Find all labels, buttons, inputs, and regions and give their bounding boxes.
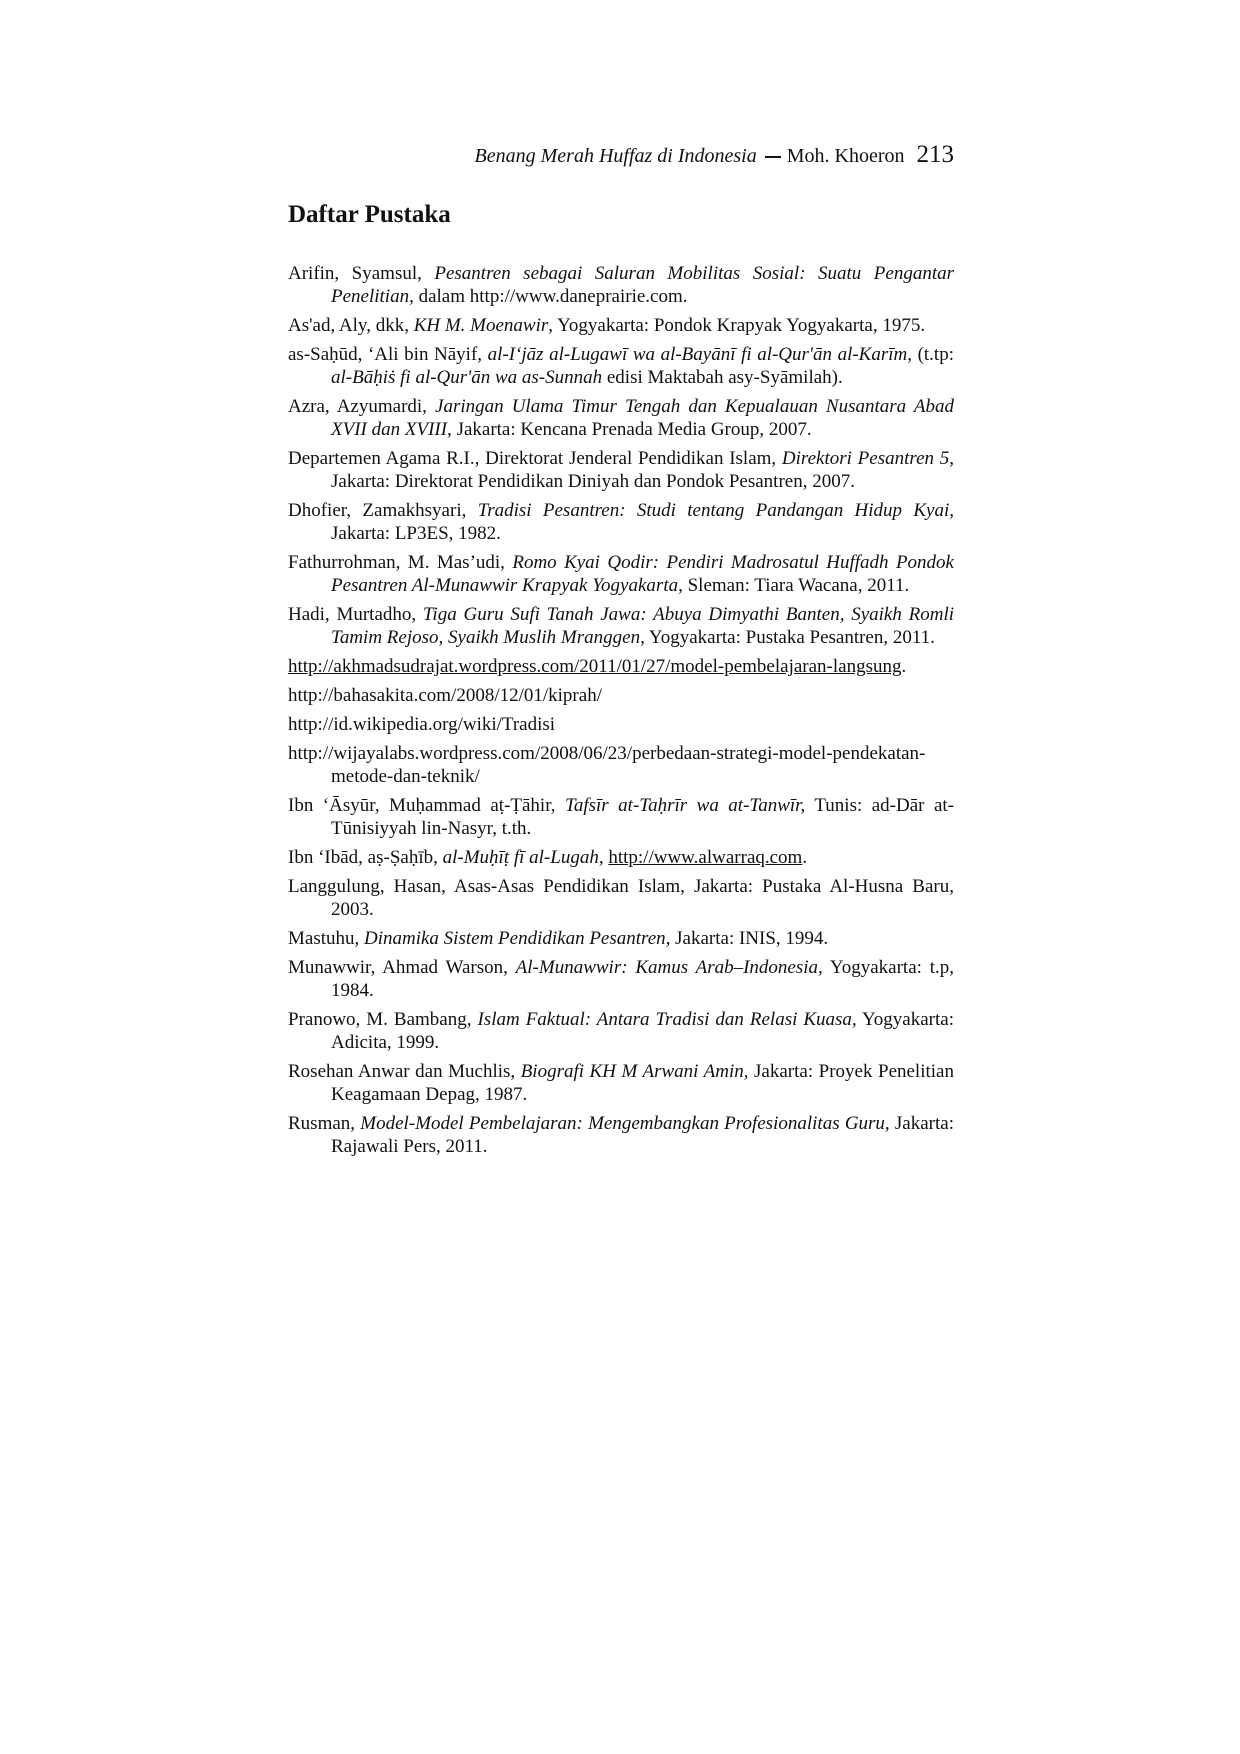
reference-text: As'ad, Aly, dkk, <box>288 315 414 336</box>
reference-text: Sleman: Tiara Wacana, 2011. <box>682 575 910 596</box>
reference-title: Model-Model Pembelajaran: Mengembangkan Profesionalitas Guru, <box>360 1113 890 1134</box>
reference-text: Fathurrohman, M. Mas’udi, <box>288 552 513 573</box>
reference-entry <box>288 655 954 678</box>
reference-link[interactable]: http://akhmadsudrajat.wordpress.com/2011/01/27/model-pembelajaran-langsung <box>288 656 902 677</box>
page-number: 213 <box>916 141 954 168</box>
reference-text: as-Saḥūd, ‘Ali bin Nāyif, <box>288 344 488 365</box>
reference-title: Tradisi Pesantren: Studi tentang Pandangan Hidup Kyai, <box>477 500 954 521</box>
reference-text: Mastuhu, <box>288 928 364 949</box>
reference-text: Jakarta: LP3ES, 1982. <box>331 523 501 544</box>
reference-text: , Jakarta: Direktorat Pendidikan Diniyah dan Pondok Pesantren, 2007. <box>331 448 954 492</box>
reference-entry <box>288 395 954 441</box>
reference-entry <box>288 846 954 869</box>
reference-text: Jakarta: INIS, 1994. <box>670 928 829 949</box>
reference-entry <box>288 447 954 493</box>
reference-entry <box>288 499 954 545</box>
reference-text: Pranowo, M. Bambang, <box>288 1009 478 1030</box>
reference-entry <box>288 1060 954 1106</box>
reference-title: Tiga Guru Sufi Tanah Jawa: Abuya Dimyathi Banten, Syaikh Romli Tamim Rejoso, Syaikh Muslih Mranggen, <box>331 604 955 648</box>
running-title: Benang Merah Huffaz di Indonesia <box>474 145 757 167</box>
reference-text: , dalam http://www.daneprairie.com. <box>409 286 688 307</box>
reference-entry <box>288 314 954 337</box>
reference-text: Yogyakarta: Pustaka Pesantren, 2011. <box>644 627 935 648</box>
reference-text: Rosehan Anwar dan Muchlis, <box>288 1061 521 1082</box>
reference-title: Al-Munawwir: Kamus Arab–Indonesia, <box>515 957 823 978</box>
reference-text: Tunis: ad-Dār at-Tūnisiyyah lin-Nasyr, t.th. <box>331 795 955 839</box>
reference-title: Romo Kyai Qodir: Pendiri Madrosatul Huffadh Pondok Pesantren Al-Munawwir Krapyak Yogyakarta, <box>331 552 954 596</box>
reference-title: Dinamika Sistem Pendidikan Pesantren, <box>364 928 671 949</box>
reference-title: Jaringan Ulama Timur Tengah dan Kepualauan Nusantara Abad XVII dan XVIII, <box>331 396 954 440</box>
reference-text: edisi Maktabah asy-Syāmilah). <box>602 367 843 388</box>
reference-text: Rusman, <box>288 1113 361 1134</box>
reference-text: . <box>802 847 808 868</box>
reference-entry <box>288 927 954 950</box>
reference-text: Langgulung, Hasan, Asas-Asas Pendidikan Islam, Jakarta: Pustaka Al-Husna Baru, 2003. <box>288 876 954 920</box>
reference-title: al-Bāḥiṡ fi al-Qur'ān wa as-Sunnah <box>331 367 603 388</box>
reference-entry <box>288 603 954 649</box>
reference-entry <box>288 1008 954 1054</box>
reference-text: (t.tp: <box>912 344 954 365</box>
reference-entry <box>288 875 954 921</box>
reference-title: Biografi KH M Arwani Amin, <box>520 1061 749 1082</box>
reference-text: Dhofier, Zamakhsyari, <box>288 500 478 521</box>
reference-entry <box>288 956 954 1002</box>
reference-text: Arifin, Syamsul, <box>288 263 435 284</box>
reference-text: , Yogyakarta: Pondok Krapyak Yogyakarta, 1975. <box>548 315 926 336</box>
running-header <box>288 138 954 173</box>
reference-list <box>288 262 954 1164</box>
section-title: Daftar Pustaka <box>288 201 451 228</box>
reference-text: Ibn ‘Ibād, aṣ-Ṣaḥīb, <box>288 847 443 868</box>
reference-entry <box>288 1112 954 1158</box>
reference-entry <box>288 713 954 736</box>
reference-text: http://id.wikipedia.org/wiki/Tradisi <box>288 714 556 735</box>
header-dash <box>765 156 781 158</box>
reference-link[interactable]: http://www.alwarraq.com <box>608 847 803 868</box>
reference-entry <box>288 794 954 840</box>
reference-title: KH M. Moenawir <box>413 315 549 336</box>
reference-title: al-Muḥīṭ fī al-Lugah, <box>442 847 604 868</box>
reference-title: Pesantren sebagai Saluran Mobilitas Sosial: Suatu Pengantar Penelitian <box>331 263 954 307</box>
reference-entry <box>288 262 954 308</box>
reference-text: http://wijayalabs.wordpress.com/2008/06/23/perbedaan-strategi-model-pendekatan-metode-dan-teknik/ <box>288 743 926 787</box>
reference-entry <box>288 551 954 597</box>
reference-text: http://bahasakita.com/2008/12/01/kiprah/ <box>288 685 602 706</box>
reference-text: Jakarta: Proyek Penelitian Keagamaan Depag, 1987. <box>331 1061 954 1105</box>
header-author: Moh. Khoeron <box>786 145 905 167</box>
reference-text: Yogyakarta: Adicita, 1999. <box>331 1009 954 1053</box>
reference-text: Jakarta: Rajawali Pers, 2011. <box>331 1113 954 1157</box>
reference-entry <box>288 742 954 788</box>
reference-text: Munawwir, Ahmad Warson, <box>288 957 516 978</box>
reference-title: al-I‘jāz al-Lugawī wa al-Bayānī fi al-Qur'ān al-Karīm, <box>487 344 912 365</box>
reference-title: Direktori Pesantren 5 <box>781 448 950 469</box>
reference-text: Yogyakarta: t.p, 1984. <box>331 957 954 1001</box>
reference-text: . <box>901 656 907 677</box>
reference-text: Ibn ‘Āsyūr, Muḥammad aṭ-Ṭāhir, <box>288 795 566 816</box>
reference-text: Azra, Azyumardi, <box>288 396 436 417</box>
reference-text: Hadi, Murtadho, <box>288 604 423 625</box>
reference-text: Departemen Agama R.I., Direktorat Jenderal Pendidikan Islam, <box>288 448 782 469</box>
reference-entry <box>288 343 954 389</box>
reference-entry <box>288 684 954 707</box>
reference-title: Islam Faktual: Antara Tradisi dan Relasi Kuasa, <box>477 1009 857 1030</box>
reference-title: Tafsīr at-Taḥrīr wa at-Tanwīr, <box>565 795 806 816</box>
reference-text: Jakarta: Kencana Prenada Media Group, 2007. <box>451 419 812 440</box>
